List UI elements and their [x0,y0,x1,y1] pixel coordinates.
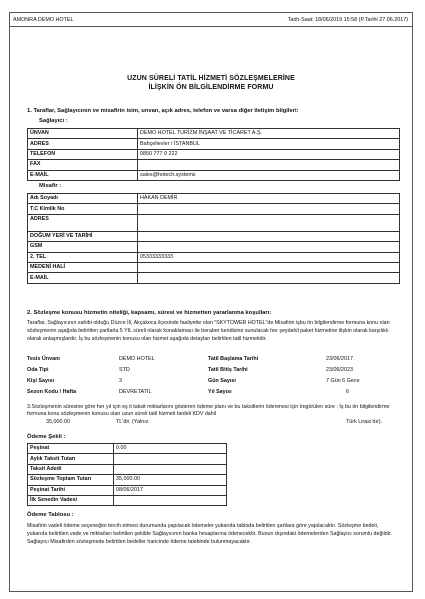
form-title-line1: UZUN SÜRELİ TATİL HİZMETİ SÖZLEŞMELERİNE [127,75,295,82]
form-title-line2: İLİŞKİN ÖN BİLGİLENDİRME FORMU [148,84,274,91]
amount-suffix: TL'dir. (Yalnız [116,419,149,425]
schedule-heading: Ödeme Tablosu : [27,512,74,518]
provider-label: Sağlayıcı : [39,118,68,124]
table-row: ADRES [28,214,400,231]
table-row: DOĞUM YERİ VE TARİHİ [28,231,400,241]
section1-heading: 1. Taraflar, Sağlayıcının ve misafirin isim, unvan, açık adres, telefon ve varsa diğer iletişim bilgileri: [27,108,299,114]
section2-paragraph: Taraflar, Sağlayıcının sahibi olduğu Düzce İli, Akçakoca ilçesinde faaliyette olan "SKYTOWER HOTEL"de Misafirin işbu ön bilgilendirme formuna konu olan sözleşmenin aşağıda belirtilen şartlarla 5 YIL süreli olarak konaklaması ile beraber kendisine sunulacak her şeydahil paket hizmetine ilişkin olarak karşılıklı olarak anlaşmışlardır. İş bu sözleşmenin konusu olan hizmet aşağıda detayları belirtilen tatil hizmetidir. [27,320,390,342]
section2-heading: 2. Sözleşme konusu hizmetin niteliği, kapsamı, süresi ve hizmetten yararlanma koşulları: [27,310,272,316]
section3-text: 3.Sözleşmenin süresine göre her yıl için eş it taksit miktarlarını gösteren ödeme planı ve bu taksitlerin ödenmesi için öngörülen süre : İş bu ön bilgilendirme formuna konu sözleşmenin konusu olan uzun süreli tatil hizmeti bedeli KDV dahil [27,404,390,418]
guest-label: Misafir : [39,183,62,189]
table-row: İlk Senedin Vadesi [28,495,227,505]
table-row: Sözleşme Toplam Tutarı 35,000.00 [28,475,227,485]
payment-table [27,443,227,506]
table-row: ADRES Bahçelievler / İSTANBUL [28,139,400,149]
table-row: GSM [28,242,400,252]
table-row: E-MAİL [28,273,400,283]
table-row: Peşinat 0.00 [28,444,227,454]
table-row: ÜNVAN DEMO HOTEL TURİZM İNŞAAT VE TİCARET A.Ş. [28,129,400,139]
amount-word-suffix: Türk Lirası'dır). [346,419,383,425]
table-row: 2. TEL 05333333333 [28,252,400,262]
print-datetime: Tarih-Saat: 18/06/2019 15:58 (P.Tarihi 27.06.2017) [287,17,408,23]
header-divider [10,26,412,27]
table-row: Peşinat Tarihi 08/06/2017 [28,485,227,495]
table-row: Taksit Adedi [28,464,227,474]
document-page: AMONRA DEMO HOTEL Tarih-Saat: 18/06/2019 15:58 (P.Tarihi 27.06.2017) UZUN SÜRELİ TATİL HİZMETİ SÖZLEŞMELERİNE İLİŞKİN ÖN BİLGİLENDİRME FORMU 1. Taraflar, Sağlayıcının ve misafirin isim, unvan, açık adres, telefon ve varsa diğer iletişim bilgileri: Sağlayıcı : ÜNVAN DEMO HOTEL TURİZM İNŞAAT VE TİCARET A.Ş. ADRES Bahçelievler / İSTANBUL TELEFON 0850 777 0 222 FAX E-MAİL sales@hotech.systems Misafir : Adı Soyadı HAKAN DEMİR T.C Kimlik No ADRES DOĞUM YERİ VE TARİHİ GSM 2. TEL 05333333333 MEDENİ HALİ E-MAİL 2. Sözleşme konusu hizmetin niteliği, kapsamı, süresi ve hizmetten yararlanma koşulları: Taraflar, Sağlayıcının sahibi olduğu Düzce İli, Akçakoca ilçesinde faaliyette olan "SKYTOWER HOTEL"de Misafirin işbu ön bilgilendirme formuna konu olan sözleşmenin aşağıda belirtilen şartlarla 5 YIL süreli olarak konaklaması ile beraber kendisine sunulacak her şeydahil paket hizmetine ilişkin olarak karşılıklı olarak anlaşmışlardır. İş bu sözleşmenin konusu olan hizmet aşağıda detayları belirtilen tatil hizmetidir. Tesis Ünvanı DEMO HOTEL Oda Tipi STD Kişi Sayısı 3 Sezon Kodu / Hafta DEVRETATİL Tatil Başlama Tarihi 23/06/2017 Tatil Bitiş Tarihi 23/06/2023 Gün Sayısı 7 Gün 6 Gece Yıl Sayısı 6 3.Sözleşmenin süresine göre her yıl için eş it taksit miktarlarını gösteren ödeme planı ve bu taksitlerin ödenmesi için öngörülen süre : İş bu ön bilgilendirme formuna konu sözleşmenin konusu olan uzun süreli tatil hizmeti bedeli KDV dahil 35,000.00 TL'dir. (Yalnız Türk Lirası'dır). Ödeme Şekli : Peşinat 0.00 Aylık Taksit Tutarı Taksit Adedi Sözleşme Toplam Tutarı 35,000.00 Peşinat Tarihi 08/06/2017 İlk Senedin Vadesi Ödeme Tablosu : Misafirin vadeli ödeme seçeneğini tercih etmesi durumunda yapılacak ödemeler yukarıda tabloda belirtilen şartlara göre yapılacaktır. Sözleşme bedeli, yukarıda belirtilen vade ve miktarları belirtilen şekilde Sağlayıcının banka hesaplarına ödenecektir. Bunun dışındaki ödemelerden Sağlayıcı sorumlu değildir. Sağlayıcı Misafirden sözleşmede belirtilen bedeller haricinde ödeme talebinde bulunmayacaktır. [9,12,413,592]
table-row: MEDENİ HALİ [28,262,400,272]
table-row: TELEFON 0850 777 0 222 [28,149,400,159]
provider-table [27,128,400,181]
table-row: E-MAİL sales@hotech.systems [28,170,400,180]
table-row: Adı Soyadı HAKAN DEMİR [28,194,400,204]
payment-heading: Ödeme Şekli : [27,434,66,440]
table-row: FAX [28,160,400,170]
guest-table [27,193,400,284]
contract-amount: 35,000.00 [46,419,70,425]
table-row: Aylık Taksit Tutarı [28,454,227,464]
schedule-paragraph: Misafirin vadeli ödeme seçeneğini tercih etmesi durumunda yapılacak ödemeler yukarıda tabloda belirtilen şartlara göre yapılacaktır. Sözleşme bedeli, yukarıda belirtilen vade ve miktarları belirtilen şekilde Sağlayıcının banka hesaplarına ödenecektir. Bunun dışındaki ödemelerden Sağlayıcı sorumlu değildir. Sağlayıcı Misafirden sözleşmede belirtilen bedeller haricinde ödeme talebinde bulunmayacaktır. [27,523,392,545]
hotel-name: AMONRA DEMO HOTEL [13,17,74,23]
table-row: T.C Kimlik No [28,204,400,214]
